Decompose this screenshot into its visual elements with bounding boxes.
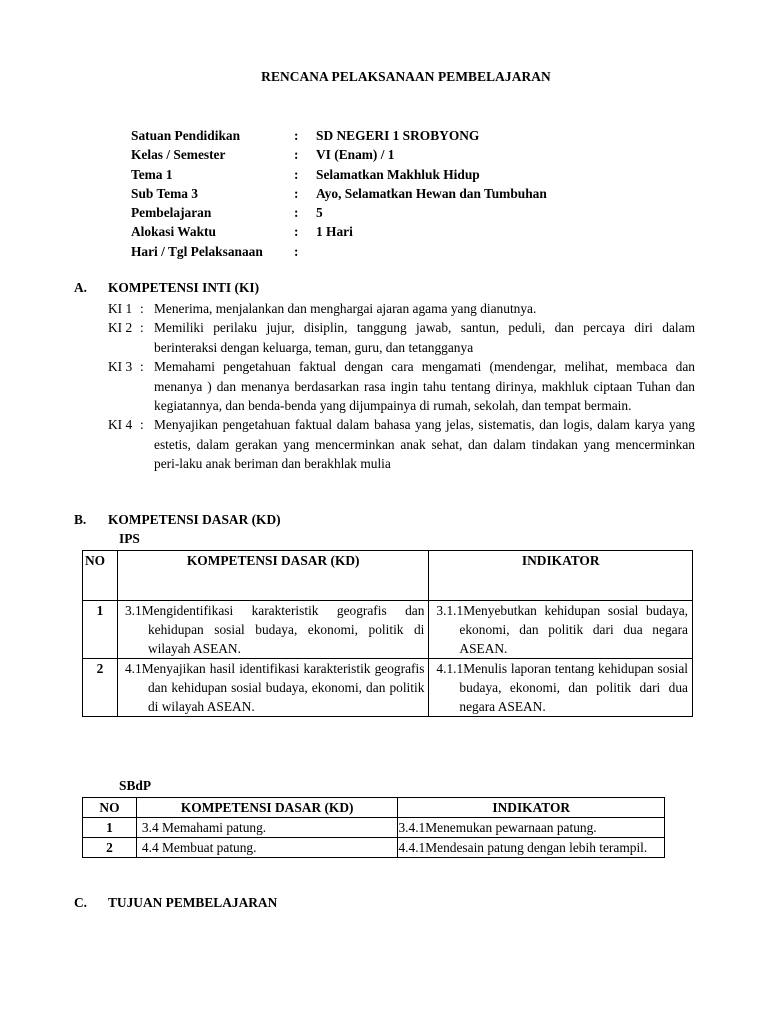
kd-cell: 3.4 Memahami patung. bbox=[136, 818, 398, 838]
header-kd: KOMPETENSI DASAR (KD) bbox=[117, 551, 428, 601]
identity-label: Hari / Tgl Pelaksanaan bbox=[131, 243, 263, 259]
indikator-cell: 4.1.1Menulis laporan tentang kehidupan sosial budaya, ekonomi, dan politik dari dua negara ASEAN. bbox=[429, 659, 693, 717]
sbdp-subject-label: SBdP bbox=[119, 778, 152, 793]
identity-value: Ayo, Selamatkan Hewan dan Tumbuhan bbox=[316, 185, 547, 201]
row-number: 1 bbox=[83, 818, 137, 838]
identity-row bbox=[131, 165, 547, 184]
table-row bbox=[83, 818, 665, 838]
section-c-heading bbox=[74, 895, 277, 911]
row-number: 1 bbox=[83, 601, 118, 659]
identity-separator: : bbox=[294, 185, 299, 201]
ki-text: Menyajikan pengetahuan faktual dalam bahasa yang jelas, sistematis, dan logis, dalam karya yang estetis, dalam gerakan yang mencerminkan anak sehat, dan dalam tindakan yang mencerminkan peri-laku anak beriman dan berakhlak mulia bbox=[154, 417, 695, 472]
identity-value: 1 Hari bbox=[316, 224, 353, 240]
section-letter: B. bbox=[74, 512, 87, 527]
identity-separator: : bbox=[294, 147, 299, 163]
identity-label: Alokasi Waktu bbox=[131, 224, 216, 240]
identity-label: Kelas / Semester bbox=[131, 147, 226, 163]
ki-colon: : bbox=[140, 417, 144, 433]
identity-separator: : bbox=[294, 166, 299, 182]
ki-colon: : bbox=[140, 320, 144, 336]
header-no: NO bbox=[83, 798, 137, 818]
identity-separator: : bbox=[294, 128, 299, 143]
ki-colon: : bbox=[140, 359, 144, 375]
identity-value: Selamatkan Makhluk Hidup bbox=[316, 166, 480, 182]
identity-separator: : bbox=[294, 243, 299, 259]
ki-code: KI 1 bbox=[108, 301, 133, 316]
table-header-row bbox=[83, 798, 665, 818]
row-number: 2 bbox=[83, 838, 137, 858]
identity-row bbox=[131, 126, 547, 145]
ips-subject-label: IPS bbox=[119, 531, 140, 546]
header-kd: KOMPETENSI DASAR (KD) bbox=[136, 798, 398, 818]
ki-item bbox=[108, 415, 695, 473]
ki-code: KI 4 bbox=[108, 417, 133, 433]
ips-kd-table bbox=[82, 550, 693, 717]
row-number: 2 bbox=[83, 659, 118, 717]
identity-row bbox=[131, 222, 547, 241]
ki-item bbox=[108, 299, 695, 318]
section-a-heading bbox=[74, 280, 259, 296]
ki-text: Menerima, menjalankan dan menghargai ajaran agama yang dianutnya. bbox=[154, 301, 537, 316]
indikator-cell: 3.4.1Menemukan pewarnaan patung. bbox=[398, 818, 665, 838]
identity-label: Satuan Pendidikan bbox=[131, 128, 241, 143]
table-row bbox=[83, 659, 693, 717]
ki-list bbox=[108, 299, 695, 474]
section-letter: C. bbox=[74, 895, 88, 910]
kd-cell: 3.1Mengidentifikasi karakteristik geografis dan kehidupan sosial budaya, ekonomi, politik di wilayah ASEAN. bbox=[117, 601, 428, 659]
identity-value: SD NEGERI 1 SROBYONG bbox=[316, 128, 480, 143]
ki-item bbox=[108, 318, 695, 357]
section-b-heading bbox=[74, 512, 281, 528]
section-title: TUJUAN PEMBELAJARAN bbox=[108, 895, 278, 910]
header-no: NO bbox=[83, 551, 118, 601]
table-row bbox=[83, 838, 665, 858]
table-row bbox=[83, 601, 693, 659]
identity-separator: : bbox=[294, 205, 299, 221]
identity-row bbox=[131, 203, 547, 222]
ki-code: KI 3 bbox=[108, 359, 133, 375]
header-indikator: INDIKATOR bbox=[398, 798, 665, 818]
ki-text: Memiliki perilaku jujur, disiplin, tanggung jawab, santun, peduli, dan percaya diri dalam berinteraksi dengan keluarga, teman, guru, dan tetangganya bbox=[154, 320, 695, 355]
ki-colon: : bbox=[140, 301, 144, 316]
section-letter: A. bbox=[74, 280, 88, 295]
indikator-cell: 4.4.1Mendesain patung dengan lebih terampil. bbox=[398, 838, 665, 858]
kd-cell: 4.1Menyajikan hasil identifikasi karakteristik geografis dan kehidupan sosial budaya, ekonomi, dan politik di wilayah ASEAN. bbox=[117, 659, 428, 717]
section-title: KOMPETENSI INTI (KI) bbox=[108, 280, 260, 295]
sbdp-kd-table bbox=[82, 797, 665, 858]
identity-label: Sub Tema 3 bbox=[131, 185, 198, 201]
identity-value: VI (Enam) / 1 bbox=[316, 147, 395, 163]
identity-value: 5 bbox=[316, 205, 323, 221]
identity-row bbox=[131, 184, 547, 203]
document-title: RENCANA PELAKSANAAN PEMBELAJARAN bbox=[261, 69, 551, 84]
identity-label: Pembelajaran bbox=[131, 205, 212, 221]
identity-separator: : bbox=[294, 224, 299, 240]
identity-label: Tema 1 bbox=[131, 166, 173, 182]
table-header-row bbox=[83, 551, 693, 601]
indikator-cell: 3.1.1Menyebutkan kehidupan sosial budaya, ekonomi, dan politik dari dua negara ASEAN. bbox=[429, 601, 693, 659]
section-title: KOMPETENSI DASAR (KD) bbox=[108, 512, 281, 527]
identity-row bbox=[131, 242, 547, 261]
ki-code: KI 2 bbox=[108, 320, 133, 336]
ki-text: Memahami pengetahuan faktual dengan cara mengamati (mendengar, melihat, membaca dan menanya ) dan menanya berdasarkan rasa ingin tahu tentang dirinya, makhluk ciptaan Tuhan dan kegiatannya, dan benda-benda yang dijumpainya di rumah, sekolah, dan tempat bermain. bbox=[154, 359, 695, 414]
header-indikator: INDIKATOR bbox=[429, 551, 693, 601]
ki-item bbox=[108, 357, 695, 415]
kd-cell: 4.4 Membuat patung. bbox=[136, 838, 398, 858]
identity-block bbox=[131, 126, 547, 261]
identity-row bbox=[131, 145, 547, 164]
